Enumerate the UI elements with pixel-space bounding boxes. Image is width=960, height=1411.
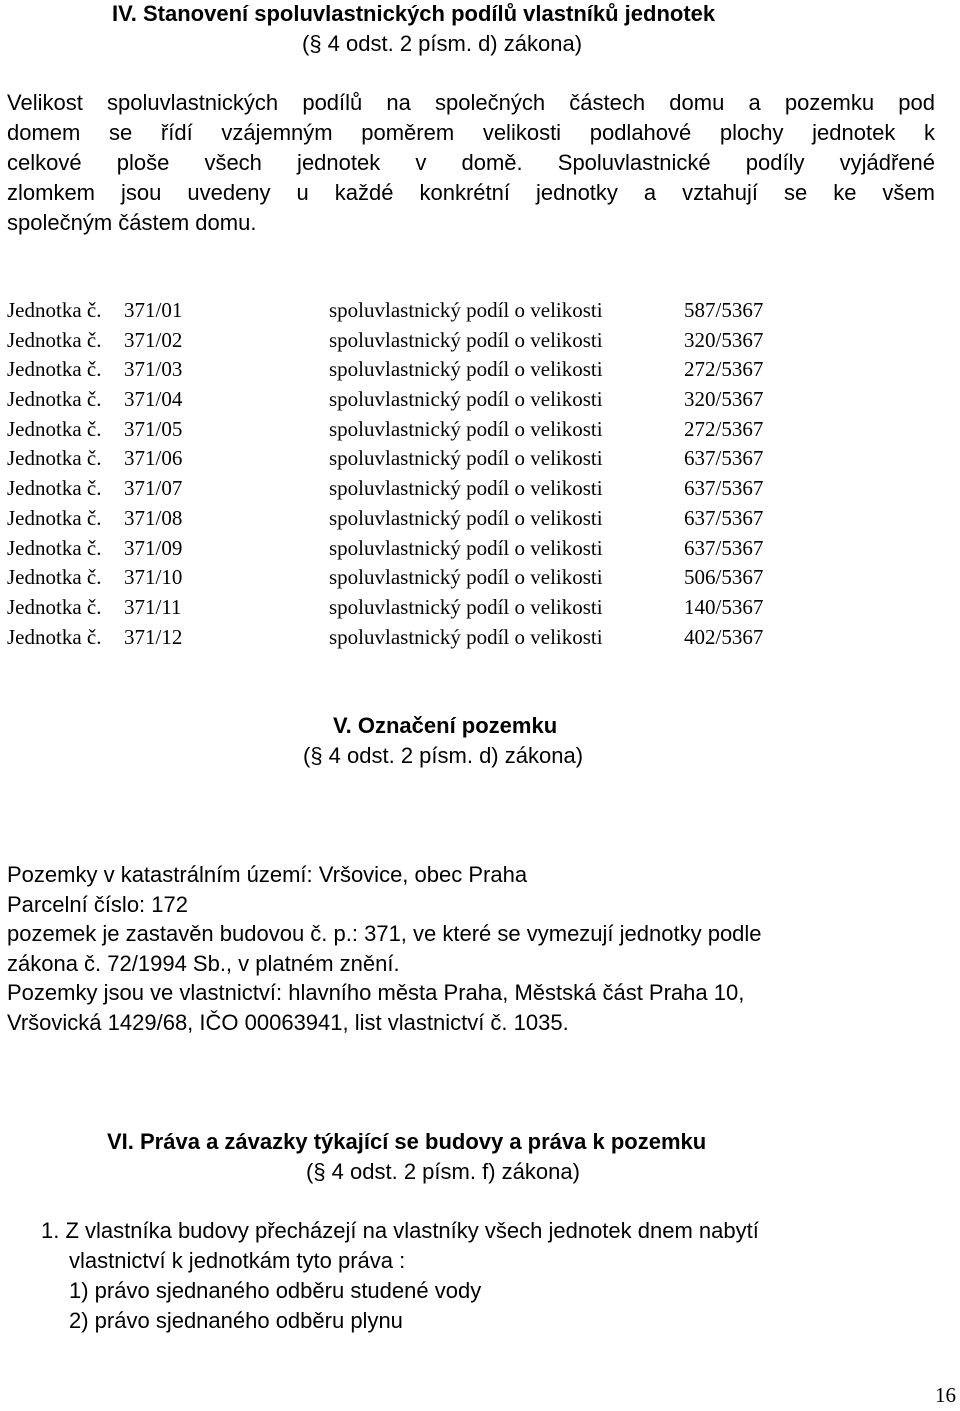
unit-share-text: spoluvlastnický podíl o velikosti <box>329 535 603 560</box>
unit-label: Jednotka č. <box>7 446 102 471</box>
rights-list <box>41 1216 759 1336</box>
unit-number: 371/08 <box>124 505 183 530</box>
land-line: Pozemky v katastrálním území: Vršovice, obec Praha <box>7 862 528 887</box>
unit-label: Jednotka č. <box>7 476 102 501</box>
land-description <box>7 860 762 1038</box>
unit-number: 371/06 <box>124 446 183 471</box>
section-iv-paragraph <box>7 88 935 238</box>
rights-line: 1. Z vlastníka budovy přecházejí na vlastníky všech jednotek dnem nabytí <box>41 1218 759 1243</box>
unit-share-value: 272/5367 <box>684 357 764 382</box>
paragraph-line: celkové ploše všech jednotek v domě. Spoluvlastnické podíly vyjádřené <box>7 150 935 175</box>
unit-share-value: 637/5367 <box>684 535 764 560</box>
section-v-heading: V. Označení pozemku <box>333 713 558 738</box>
unit-share-text: spoluvlastnický podíl o velikosti <box>329 416 603 441</box>
unit-label: Jednotka č. <box>7 416 102 441</box>
unit-share-text: spoluvlastnický podíl o velikosti <box>329 624 603 649</box>
unit-share-text: spoluvlastnický podíl o velikosti <box>329 476 603 501</box>
paragraph-line: společným částem domu. <box>7 210 257 235</box>
section-iv-legal-reference: (§ 4 odst. 2 písm. d) zákona) <box>302 31 583 56</box>
unit-share-value: 587/5367 <box>684 298 764 322</box>
section-vi-legal-reference: (§ 4 odst. 2 písm. f) zákona) <box>306 1159 580 1184</box>
land-line: Vršovická 1429/68, IČO 00063941, list vlastnictví č. 1035. <box>7 1009 569 1035</box>
unit-label: Jednotka č. <box>7 298 102 322</box>
unit-number: 371/09 <box>124 535 183 560</box>
unit-number: 371/07 <box>124 476 183 501</box>
unit-number: 371/05 <box>124 416 183 441</box>
section-iv-heading: IV. Stanovení spoluvlastnických podílů vlastníků jednotek <box>112 1 716 26</box>
unit-share-text: spoluvlastnický podíl o velikosti <box>329 594 603 619</box>
unit-number: 371/03 <box>124 357 183 382</box>
unit-share-text: spoluvlastnický podíl o velikosti <box>329 565 603 590</box>
paragraph-line: Velikost spoluvlastnických podílů na společných částech domu a pozemku pod <box>7 90 935 115</box>
unit-share-value: 637/5367 <box>684 476 764 501</box>
unit-share-text: spoluvlastnický podíl o velikosti <box>329 387 603 412</box>
land-line: Parcelní číslo: 172 <box>7 891 188 917</box>
unit-number: 371/10 <box>124 565 183 590</box>
unit-number: 371/01 <box>124 298 183 322</box>
paragraph-line: zlomkem jsou uvedeny u každé konkrétní jednotky a vztahují se ke všem <box>7 180 935 205</box>
unit-number: 371/11 <box>124 594 182 619</box>
rights-line: 2) právo sjednaného odběru plynu <box>69 1308 403 1333</box>
land-line: pozemek je zastavěn budovou č. p.: 371, ve které se vymezují jednotky podle <box>7 921 762 947</box>
land-line: zákona č. 72/1994 Sb., v platném znění. <box>7 950 400 976</box>
section-v-legal-reference: (§ 4 odst. 2 písm. d) zákona) <box>303 743 584 768</box>
section-vi-heading: VI. Práva a závazky týkající se budovy a práva k pozemku <box>107 1129 707 1154</box>
unit-share-value: 272/5367 <box>684 416 764 441</box>
unit-label: Jednotka č. <box>7 565 102 590</box>
page-number: 16 <box>935 1383 956 1407</box>
unit-share-text: spoluvlastnický podíl o velikosti <box>329 327 603 352</box>
unit-share-value: 506/5367 <box>684 565 764 590</box>
land-line: Pozemky jsou ve vlastnictví: hlavního města Praha, Městská část Praha 10, <box>7 980 745 1006</box>
unit-share-value: 637/5367 <box>684 505 764 530</box>
unit-label: Jednotka č. <box>7 505 102 530</box>
unit-share-value: 320/5367 <box>684 387 764 412</box>
rights-line: 1) právo sjednaného odběru studené vody <box>69 1278 482 1303</box>
unit-number: 371/04 <box>124 387 183 412</box>
unit-label: Jednotka č. <box>7 624 102 649</box>
unit-share-text: spoluvlastnický podíl o velikosti <box>329 505 603 530</box>
unit-label: Jednotka č. <box>7 327 102 352</box>
unit-number: 371/12 <box>124 624 183 649</box>
unit-number: 371/02 <box>124 327 183 352</box>
unit-share-value: 402/5367 <box>684 624 764 649</box>
unit-label: Jednotka č. <box>7 535 102 560</box>
unit-share-value: 320/5367 <box>684 327 764 352</box>
paragraph-line: domem se řídí vzájemným poměrem velikosti podlahové plochy jednotek k <box>7 120 935 145</box>
unit-share-value: 140/5367 <box>684 594 764 619</box>
unit-share-text: spoluvlastnický podíl o velikosti <box>329 357 603 382</box>
unit-share-text: spoluvlastnický podíl o velikosti <box>329 446 603 471</box>
unit-share-text: spoluvlastnický podíl o velikosti <box>329 298 603 322</box>
unit-label: Jednotka č. <box>7 357 102 382</box>
unit-label: Jednotka č. <box>7 387 102 412</box>
unit-label: Jednotka č. <box>7 594 102 619</box>
rights-line: vlastnictví k jednotkám tyto práva : <box>69 1248 406 1273</box>
unit-share-value: 637/5367 <box>684 446 764 471</box>
